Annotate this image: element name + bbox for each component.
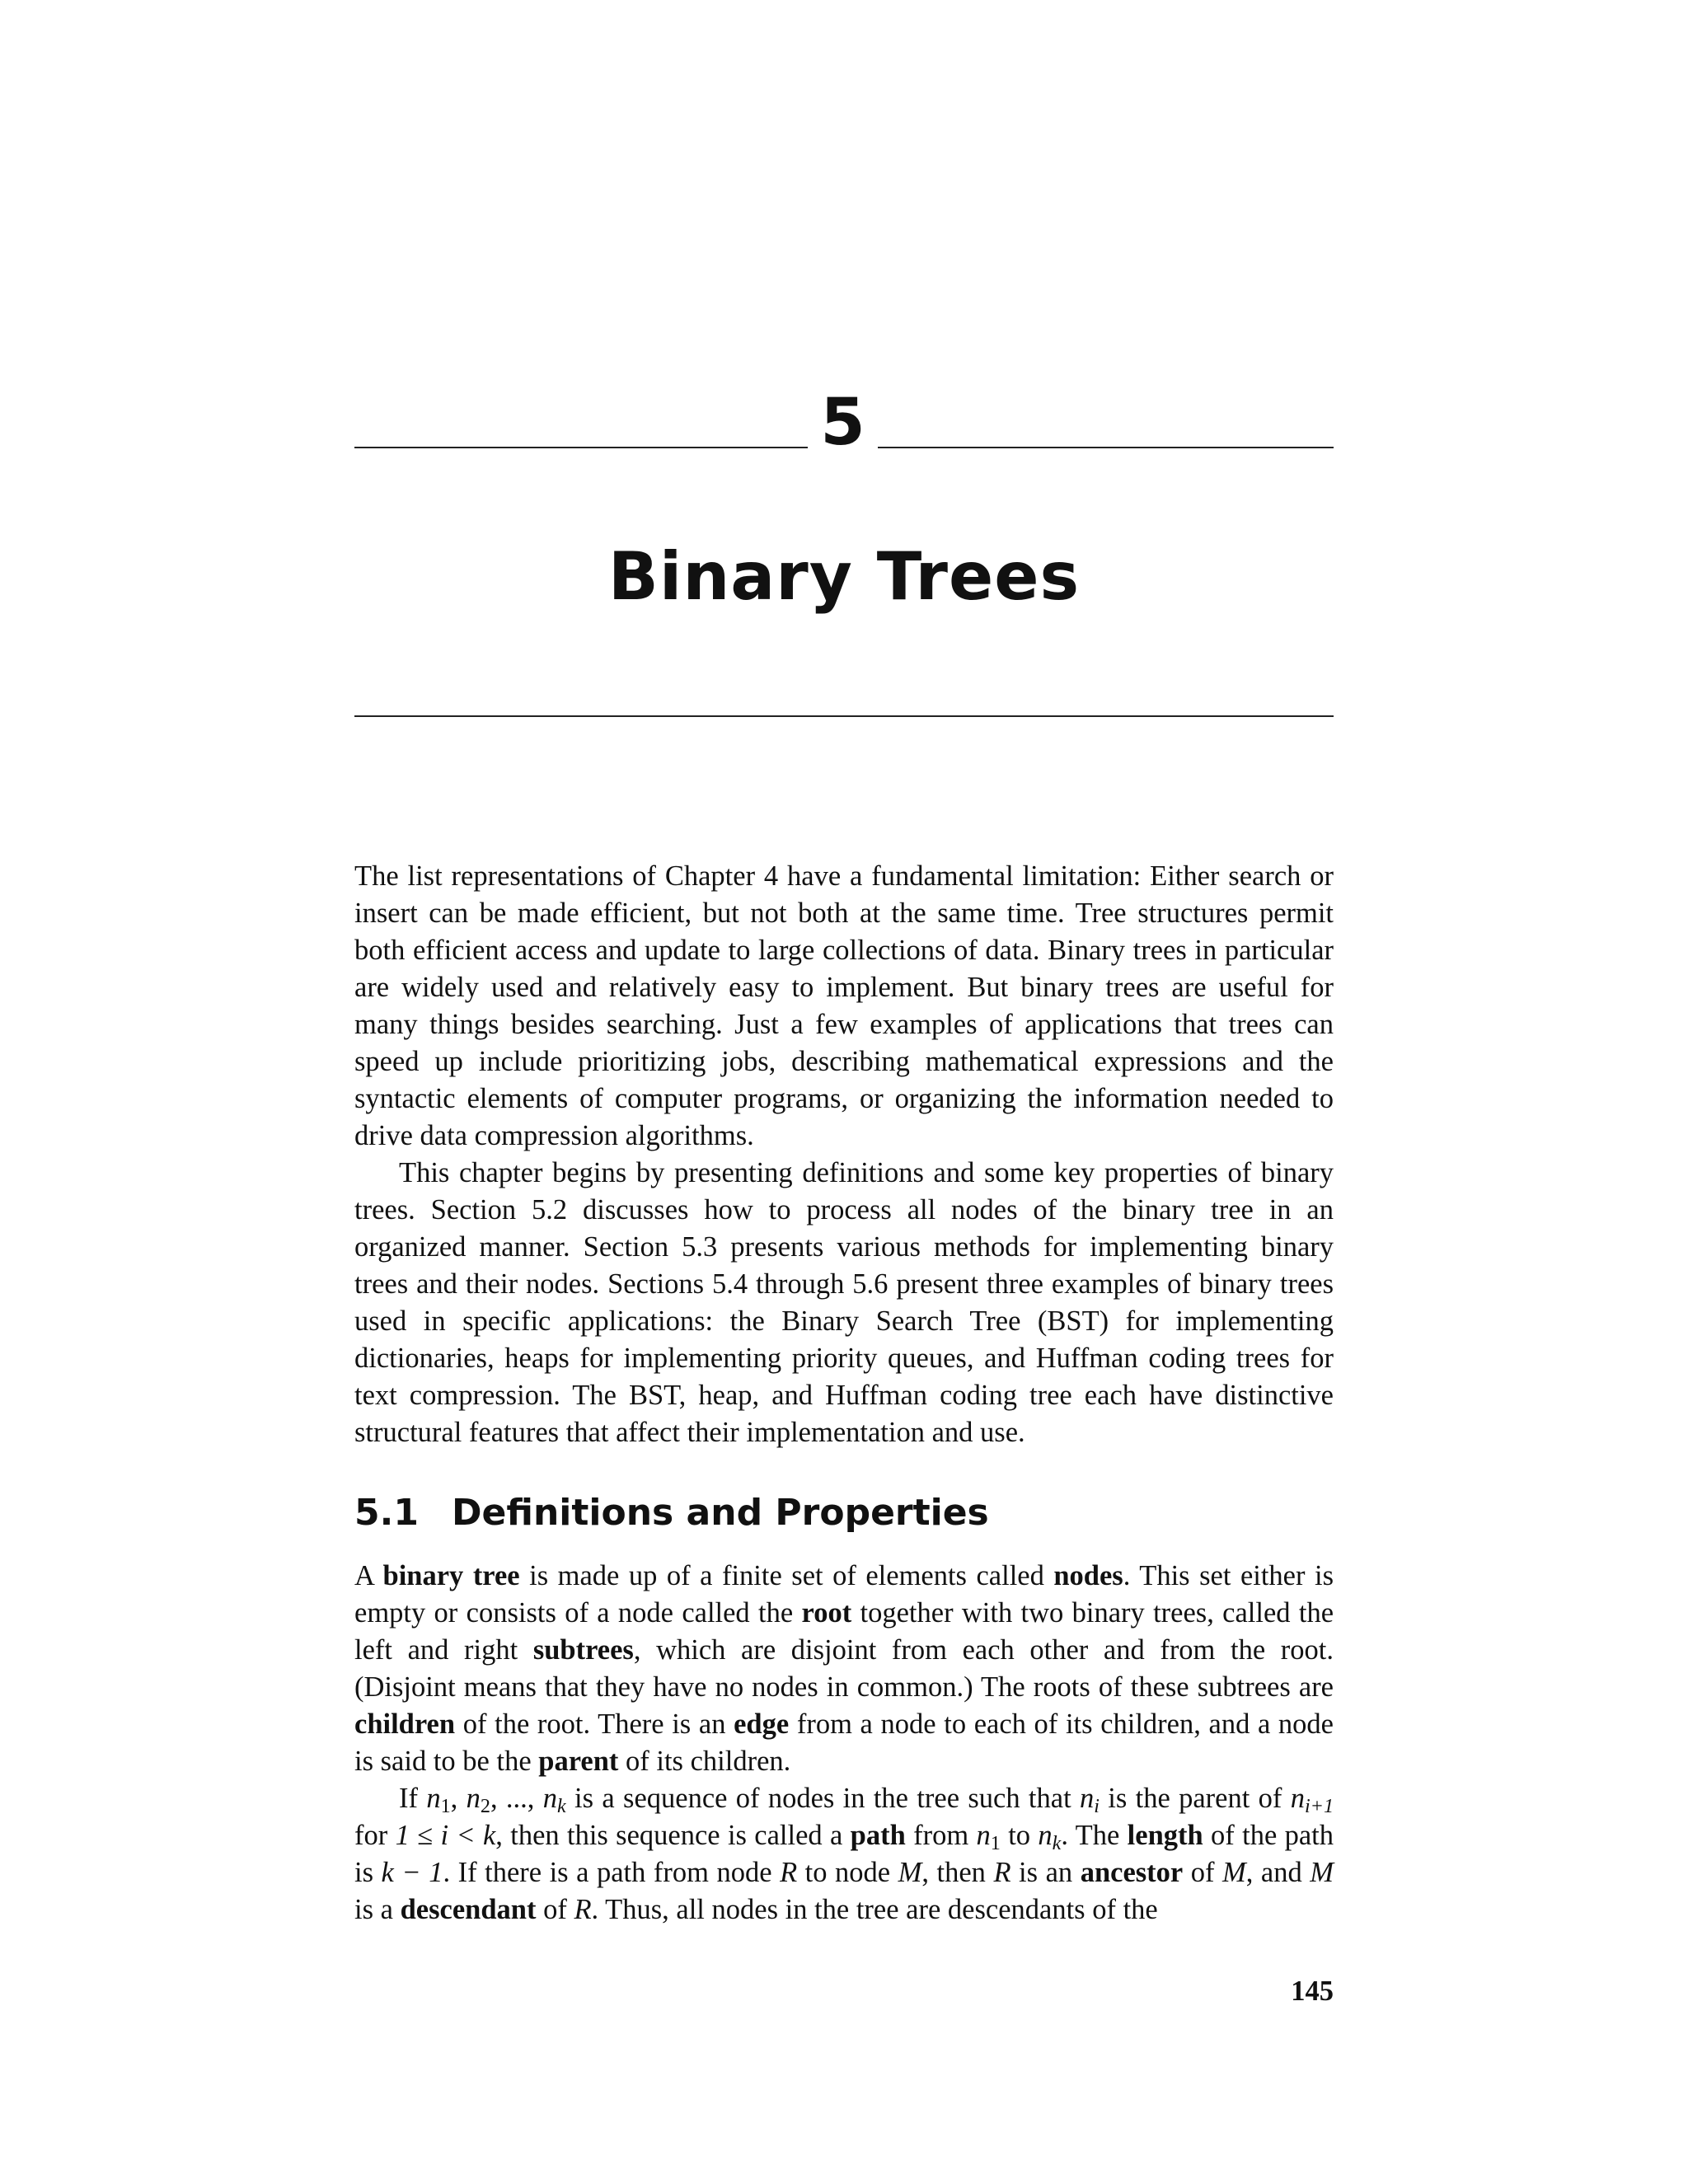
chapter-rule-right (878, 447, 1334, 448)
page-number: 145 (1291, 1975, 1334, 2007)
term-root: root (801, 1597, 852, 1629)
chapter-title-rule (354, 715, 1334, 717)
intro-paragraph-2: This chapter begins by presenting definitions and some key properties of binary trees. Section 5.2 discusses how to process all nodes of the binary tree in an organized manner. Section 5.3 presents various methods for implementing binary trees and their nodes. Sections 5.4 through 5.6 present three examples of binary trees used in specific applications: the Binary Search Tree (BST) for implementing dictionaries, heaps for implementing priority queues, and Huffman coding trees for text compression. The BST, heap, and Huffman coding tree each have distinctive structural features that affect their implementation and use. (354, 1157, 1334, 1448)
term-edge: edge (734, 1708, 790, 1740)
term-length: length (1127, 1820, 1203, 1851)
section-title: Definitions and Properties (452, 1492, 989, 1534)
term-children: children (354, 1708, 456, 1740)
section-text (354, 1558, 1334, 1929)
section-heading (354, 1490, 989, 1536)
section-paragraph-2: If $n_1$, $n_2$, ..., $n_k$ is a sequence of nodes in the tree such that $n_i$ is the parent of $n_{i+1}$ for 1 ≤ i < k, then this sequence is called a path from $n_1$ to $n_k$. The length of the path is k − 1. If there is a path from node R to node M, then R is an ancestor of M, and M is a descendant of R. Thus, all nodes in the tree are descendants of the (354, 1783, 1334, 1925)
term-nodes: nodes (1053, 1560, 1123, 1591)
term-binary-tree: binary tree (382, 1560, 520, 1591)
chapter-rule-left (354, 447, 808, 448)
term-descendant: descendant (400, 1894, 537, 1925)
term-parent: parent (538, 1746, 619, 1777)
intro-paragraph-1: The list representations of Chapter 4 have a fundamental limitation: Either search or insert can be made efficient, but not both at the same time. Tree structures permit both efficient access and update to large collections of data. Binary trees in particular are widely used and relatively easy to implement. But binary trees are useful for many things besides searching. Just a few examples of applications that trees can speed up include prioritizing jobs, describing mathematical expressions and the syntactic elements of computer programs, or organizing the information needed to drive data compression algorithms. (354, 860, 1334, 1151)
term-path: path (850, 1820, 906, 1851)
chapter-title: Binary Trees (607, 538, 1081, 615)
section-paragraph-1: A binary tree is made up of a finite set of elements called nodes. This set either is empty or consists of a node called the root together with two binary trees, called the left and right subtrees, which are disjoint from each other and from the root. (Disjoint means that they have no nodes in common.) The roots of these subtrees are children of the root. There is an edge from a node to each of its children, and a node is said to be the parent of its children. (354, 1560, 1334, 1777)
term-subtrees: subtrees (532, 1634, 634, 1666)
chapter-number: 5 (820, 386, 865, 460)
term-ancestor: ancestor (1080, 1857, 1184, 1888)
intro-text (354, 858, 1334, 1451)
section-number: 5.1 (354, 1492, 419, 1534)
